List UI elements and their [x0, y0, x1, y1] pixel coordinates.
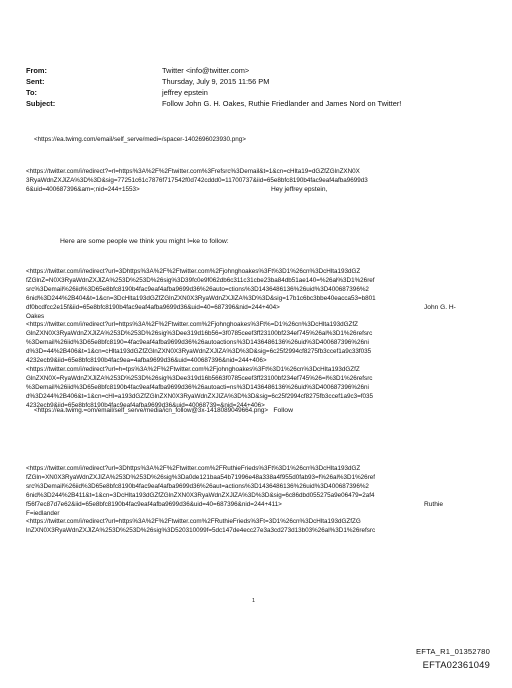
redirect-block-2: [26, 268, 492, 411]
intro-line: Here are some people we think you might l=ke to follow:: [60, 238, 229, 245]
redirect-line: GlnZXN0X3RyaWdnZXJlZA%253D%253D%26sig%3Dee319d16b56=3f0785ceef3ff23100bf234ef745%26al%3D1%26refsrc: [26, 330, 373, 338]
sent-value: Thursday, July 9, 2015 11:56 PM: [162, 77, 270, 86]
redirect-line: <https://twitter.com/i/redirect?url=h=tps%3A%2F%2Ftwitter.com%2Fjohnghoakes%3Ft%3D1%26cn%3DcHlta193dGZfZ: [26, 365, 360, 373]
redirect-line: fZGlnZ=N0X3RyaWdnZXJlZA%253D%253D%26sig%3D39fc0e9f062db6c311c31cbe23ba84db51ae140=%26al%3D1%26ref: [26, 276, 375, 284]
redirect-line: <https://twitter.com/i/redirect?url=3Dhttps%3A%2F%2Ftwitter.com%2FRuthieFrieds%3Ft%3D1%26cn%3DcHlta193dGZ: [26, 465, 361, 472]
redirect-line: GlnZXN0X=RyaWdnZXJlZA%253D%253D%26sig%3Dee319d16b5663f0785ceef3ff23100bf234ef745%26=l%3D1%26refsrc: [26, 374, 373, 382]
to-value: jeffrey epstein: [162, 88, 208, 97]
name-fragment: F=iedlander: [26, 509, 60, 517]
redirect-line: lnZXN0X3RyaWdnZXJlZA%253D%253D%26sig%3D520310099f=5dc147de4ecc27e3a3cd273d13b03%26al%3D1%26refsrc: [26, 527, 376, 535]
redirect-line: 4232ecb9&iid=65e8bfc8190b4fac9eaf4afba9699d36&uid=40068739=&nid=244+406>: [26, 401, 265, 409]
to-label: To:: [26, 88, 37, 97]
redirect-line: <https://twitter.com/i/redirect?=rl=https%3A%2F%2Ftwitter.com%3Frefsrc%3Demail&t=1&cn=cHlta19=dGZfZGlnZXN0X: [26, 168, 360, 175]
name-ruthie: Ruthie: [424, 501, 444, 508]
follow-icon-link-text: <https://ea.twimg.=om/email/self_serve/media/icn_follow@3x-1418089049664.png>: [34, 407, 269, 414]
redirect-block-3: [26, 465, 492, 536]
efta-large-id: EFTA02361049: [422, 659, 490, 670]
page-number: 1: [252, 598, 256, 604]
redirect-line: 3RyaWdnZXJlZA%3D%3D&sig=77251c61c7876f717542f0d742cddd0=11700737&iid=65e8bfc8190b4fac9eaf4afba9699d3: [26, 176, 368, 184]
redirect-line: %3Demail%26iid%3D65e8bfc8190=4fac9eaf4afba9699d36%26autoactions%3D1436486136%26uid%3D400687396%26ni: [26, 339, 369, 347]
redirect-line: f56f7ec87d7e62&iid=65e8bfc8190b4fac9eaf4afba9699d36&uid=40=687396&nid=244+411>: [26, 500, 282, 508]
redirect-line: <https://twitter.com/i/redirect?url=3Dhttps%3A%2F%2Ftwitter.com%2Fjohnghoakes%3Ft%3D1%26cn%3DcHlta193dGZ: [26, 268, 361, 275]
redirect-line: 4232ecb9&iid=65e8bfc8190b4fac9ea=4afba9699d36&uid=400687396&nid=244+406>: [26, 357, 267, 365]
redirect-line: d%3D244%2B406&t=1&cn=cHl=a193dGZfZGlnZXN0X3RyaWdnZXJlZA%3D%3D&sig=6c25f2994cf8275fb3ccef1a9c3=f035: [26, 392, 374, 400]
spacer-link: [34, 136, 500, 145]
subject-value: Follow John G. H. Oakes, Ruthie Friedlander and James Nord on Twitter!: [162, 99, 402, 108]
redirect-line: src%3Demail%26iid%3D65e8bfc8190b4fac9eaf4afba9699d36%26aut=actions%3D1436486136%26uid%3D400687396%2: [26, 482, 369, 490]
intro-text: [60, 238, 512, 247]
redirect-line: src%3Demail%26iid%3D65e8bfc8190b4fac9eaf4afba9699d36%26auto=ctions%3D1436486136%26uid%3D400687396%2: [26, 285, 369, 293]
sent-label: Sent:: [26, 77, 45, 86]
from-value: Twitter <info@twitter.com>: [162, 66, 250, 75]
redirect-line: <https://twitter.com/i/redirect?url=https%3A%2F%2Ftwitter.com%2FRuthieFrieds%3Ft=3D1%26cn%3DcHlta193dGZfZG: [26, 518, 361, 526]
redirect-line: 6nid%3D244%2B411&t=1&cn=3DcHlta193dGZfZGlnZXN0X3RyaWdnZXJlZA%3D%3D&sig=6c86dbd055275a9e06479=2af4: [26, 491, 375, 499]
follow-icon-link: [34, 407, 500, 416]
redirect-line: <https://twitter.com/i/redirect?url=https%3A%2F%2Ftwitter.com%2Fjohnghoakes%3Ft%=D1%26cn%3DcHlta193dGZfZ: [26, 321, 358, 329]
spacer-link-text: <https://ea.twimg.com/email/self_serve/medi=/spacer-1402696023930.png>: [34, 136, 246, 143]
name-john: John G. H-: [424, 304, 456, 311]
redirect-line: d%3D=44%2B406&t=1&cn=cHlta193dGZfZGlnZXN0X3RyaWdnZXJlZA%3D%3D&sig=6c25f2994cf8275fb3ccef1a9c33f035: [26, 348, 372, 356]
efta-small-id: EFTA_R1_01352780: [416, 647, 490, 656]
greeting: Hey jeffrey epstein,: [271, 186, 328, 193]
redirect-line: %3Demail%26iid%3D65e8bfc8190b4fac9eaf4afba9699d36%26autoacti=ns%3D1436486136%26uid%3D400687396%26ni: [26, 383, 369, 391]
subject-label: Subject:: [26, 99, 56, 108]
from-label: From:: [26, 66, 47, 75]
redirect-line: fZGln=XN0X3RyaWdnZXJlZA%253D%253D%26sig%3Da0de121baa54b71996e48a338a4f955d0fab93=f%26al%3D1%26ref: [26, 473, 376, 481]
follow-row: [34, 407, 500, 416]
redirect-block-1: [26, 168, 492, 195]
follow-word: Follow: [273, 407, 293, 414]
redirect-line: 6nid%3D244%2B404&t=1&cn=3DcHlta193dGZfZGlnZXN0X3RyaWdnZXJlZA%3D%3D&sig=17b1c6bc3bbe40eacca53=b801: [26, 294, 376, 302]
redirect-line: 6&uid=400687396&am=;nid=244+1553>: [26, 185, 140, 193]
redirect-line: df0bcdfcc2e15f&iid=65e8bfc8190b4fac9eaf4afba9699d36&uid=40=687396&nid=244+404>: [26, 303, 280, 311]
name-fragment: Oakes: [26, 312, 45, 320]
